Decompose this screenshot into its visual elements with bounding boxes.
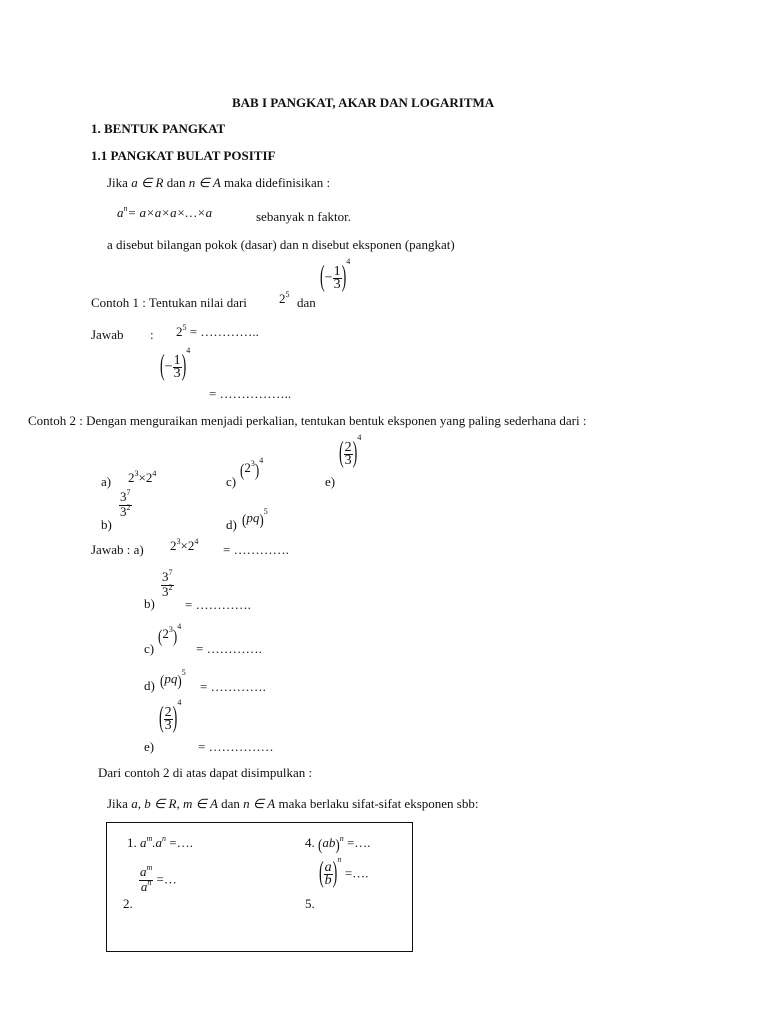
example1-dan: dan bbox=[297, 295, 316, 310]
math-base: a bbox=[117, 205, 124, 220]
answer2-c-expr: $(2^3)^4$ bbox=[158, 622, 182, 646]
subsection-heading: 1.1 PANGKAT BULAT POSITIF bbox=[91, 148, 276, 163]
answer2-e-expr: ( $\frac{2}{3}$ )$^4$ bbox=[159, 697, 182, 735]
answer2-e-dots: = …………… bbox=[198, 739, 274, 754]
answer1-colon: : bbox=[150, 327, 154, 342]
answer1-label: Jawab bbox=[91, 327, 124, 342]
math-ab-in-r: a, b ∈ R, bbox=[131, 796, 180, 811]
item-b-label: b) bbox=[101, 517, 112, 532]
math-n-in-a: n ∈ A bbox=[188, 175, 221, 190]
math-m-in-a: m ∈ A bbox=[182, 796, 218, 811]
property-1: 1. $a^m.a^n$ =…. bbox=[127, 834, 193, 850]
answer1-line-b: = …………….. bbox=[209, 386, 292, 401]
answer2-label: Jawab : a) bbox=[91, 542, 144, 557]
math-a-in-r: a ∈ R bbox=[131, 175, 164, 190]
answer2-c-label: c) bbox=[144, 641, 155, 656]
property-5-expr: ( $\frac{a}{b}$ )$^n$ =…. bbox=[319, 854, 369, 890]
answer2-c-dots: = …………. bbox=[196, 641, 262, 656]
definition-formula bbox=[117, 206, 212, 219]
math-neg-third-pow-4: (− $\frac{1}{3}$ )$^4$ bbox=[320, 256, 351, 294]
property-2-number: 2. bbox=[123, 896, 133, 911]
math-2-pow-5: $2^5$ bbox=[279, 290, 290, 306]
example2-text: Contoh 2 : Dengan menguraikan menjadi perkalian, tentukan bentuk eksponen yang paling sederhana dari : bbox=[28, 413, 587, 428]
answer2-d-label: d) bbox=[144, 678, 155, 693]
math-product: = a×a×a×…×a bbox=[127, 205, 213, 220]
text-dan: dan bbox=[166, 175, 186, 190]
example1-text: Contoh 1 : Tentukan nilai dari bbox=[91, 295, 247, 310]
definition-note: a disebut bilangan pokok (dasar) dan n disebut eksponen (pangkat) bbox=[107, 237, 455, 252]
text-maka: maka didefinisikan : bbox=[224, 175, 331, 190]
section-heading: 1. BENTUK PANGKAT bbox=[91, 121, 226, 136]
property-4: 4. (ab)$^n$ =…. bbox=[305, 834, 371, 854]
answer1-fraction: (− $\frac{1}{3}$ )$^4$ bbox=[160, 345, 191, 383]
item-a-label: a) bbox=[101, 474, 112, 489]
answer2-a-expr: $2^3\times 2^4$ bbox=[170, 537, 199, 553]
answer1-line-a: $2^5$ = ………….. bbox=[176, 323, 259, 339]
math-n-in-a: n ∈ A bbox=[243, 796, 276, 811]
answer2-d-expr: (pq)$^5$ bbox=[160, 668, 186, 690]
item-c-expr: $(2^3)^4$ bbox=[240, 456, 264, 480]
item-b-expr: $\frac{3^7}{3^2}$ bbox=[120, 488, 131, 519]
text-maka-berlaku: maka berlaku sifat-sifat eksponen sbb: bbox=[278, 796, 479, 811]
math-exp: n bbox=[123, 204, 128, 213]
item-e-label: e) bbox=[325, 474, 336, 489]
conclusion-condition bbox=[107, 797, 478, 810]
factor-note: sebanyak n faktor. bbox=[256, 209, 351, 224]
answer2-b-label: b) bbox=[144, 596, 155, 611]
text-jika: Jika bbox=[107, 796, 128, 811]
item-a-expr: $2^3\times 2^4$ bbox=[128, 469, 157, 485]
definition-line bbox=[107, 176, 330, 189]
item-c-label: c) bbox=[226, 474, 237, 489]
property-2-expr: $\frac{a^m}{a^n}$ =… bbox=[140, 863, 177, 894]
answer2-a-dots: = …………. bbox=[223, 542, 289, 557]
item-d-expr: (pq)$^5$ bbox=[242, 507, 268, 529]
item-e-expr: ( $\frac{2}{3}$ )$^4$ bbox=[339, 432, 362, 470]
answer2-e-label: e) bbox=[144, 739, 155, 754]
conclusion-text: Dari contoh 2 di atas dapat disimpulkan : bbox=[98, 765, 313, 780]
answer2-b-expr: $\frac{3^7}{3^2}$ bbox=[162, 568, 173, 599]
text-dan: dan bbox=[221, 796, 240, 811]
answer2-b-dots: = …………. bbox=[185, 597, 251, 612]
item-d-label: d) bbox=[226, 517, 237, 532]
property-5-number: 5. bbox=[305, 896, 315, 911]
page-title: BAB I PANGKAT, AKAR DAN LOGARITMA bbox=[232, 95, 495, 110]
answer2-d-dots: = …………. bbox=[200, 679, 266, 694]
text-jika: Jika bbox=[107, 175, 128, 190]
